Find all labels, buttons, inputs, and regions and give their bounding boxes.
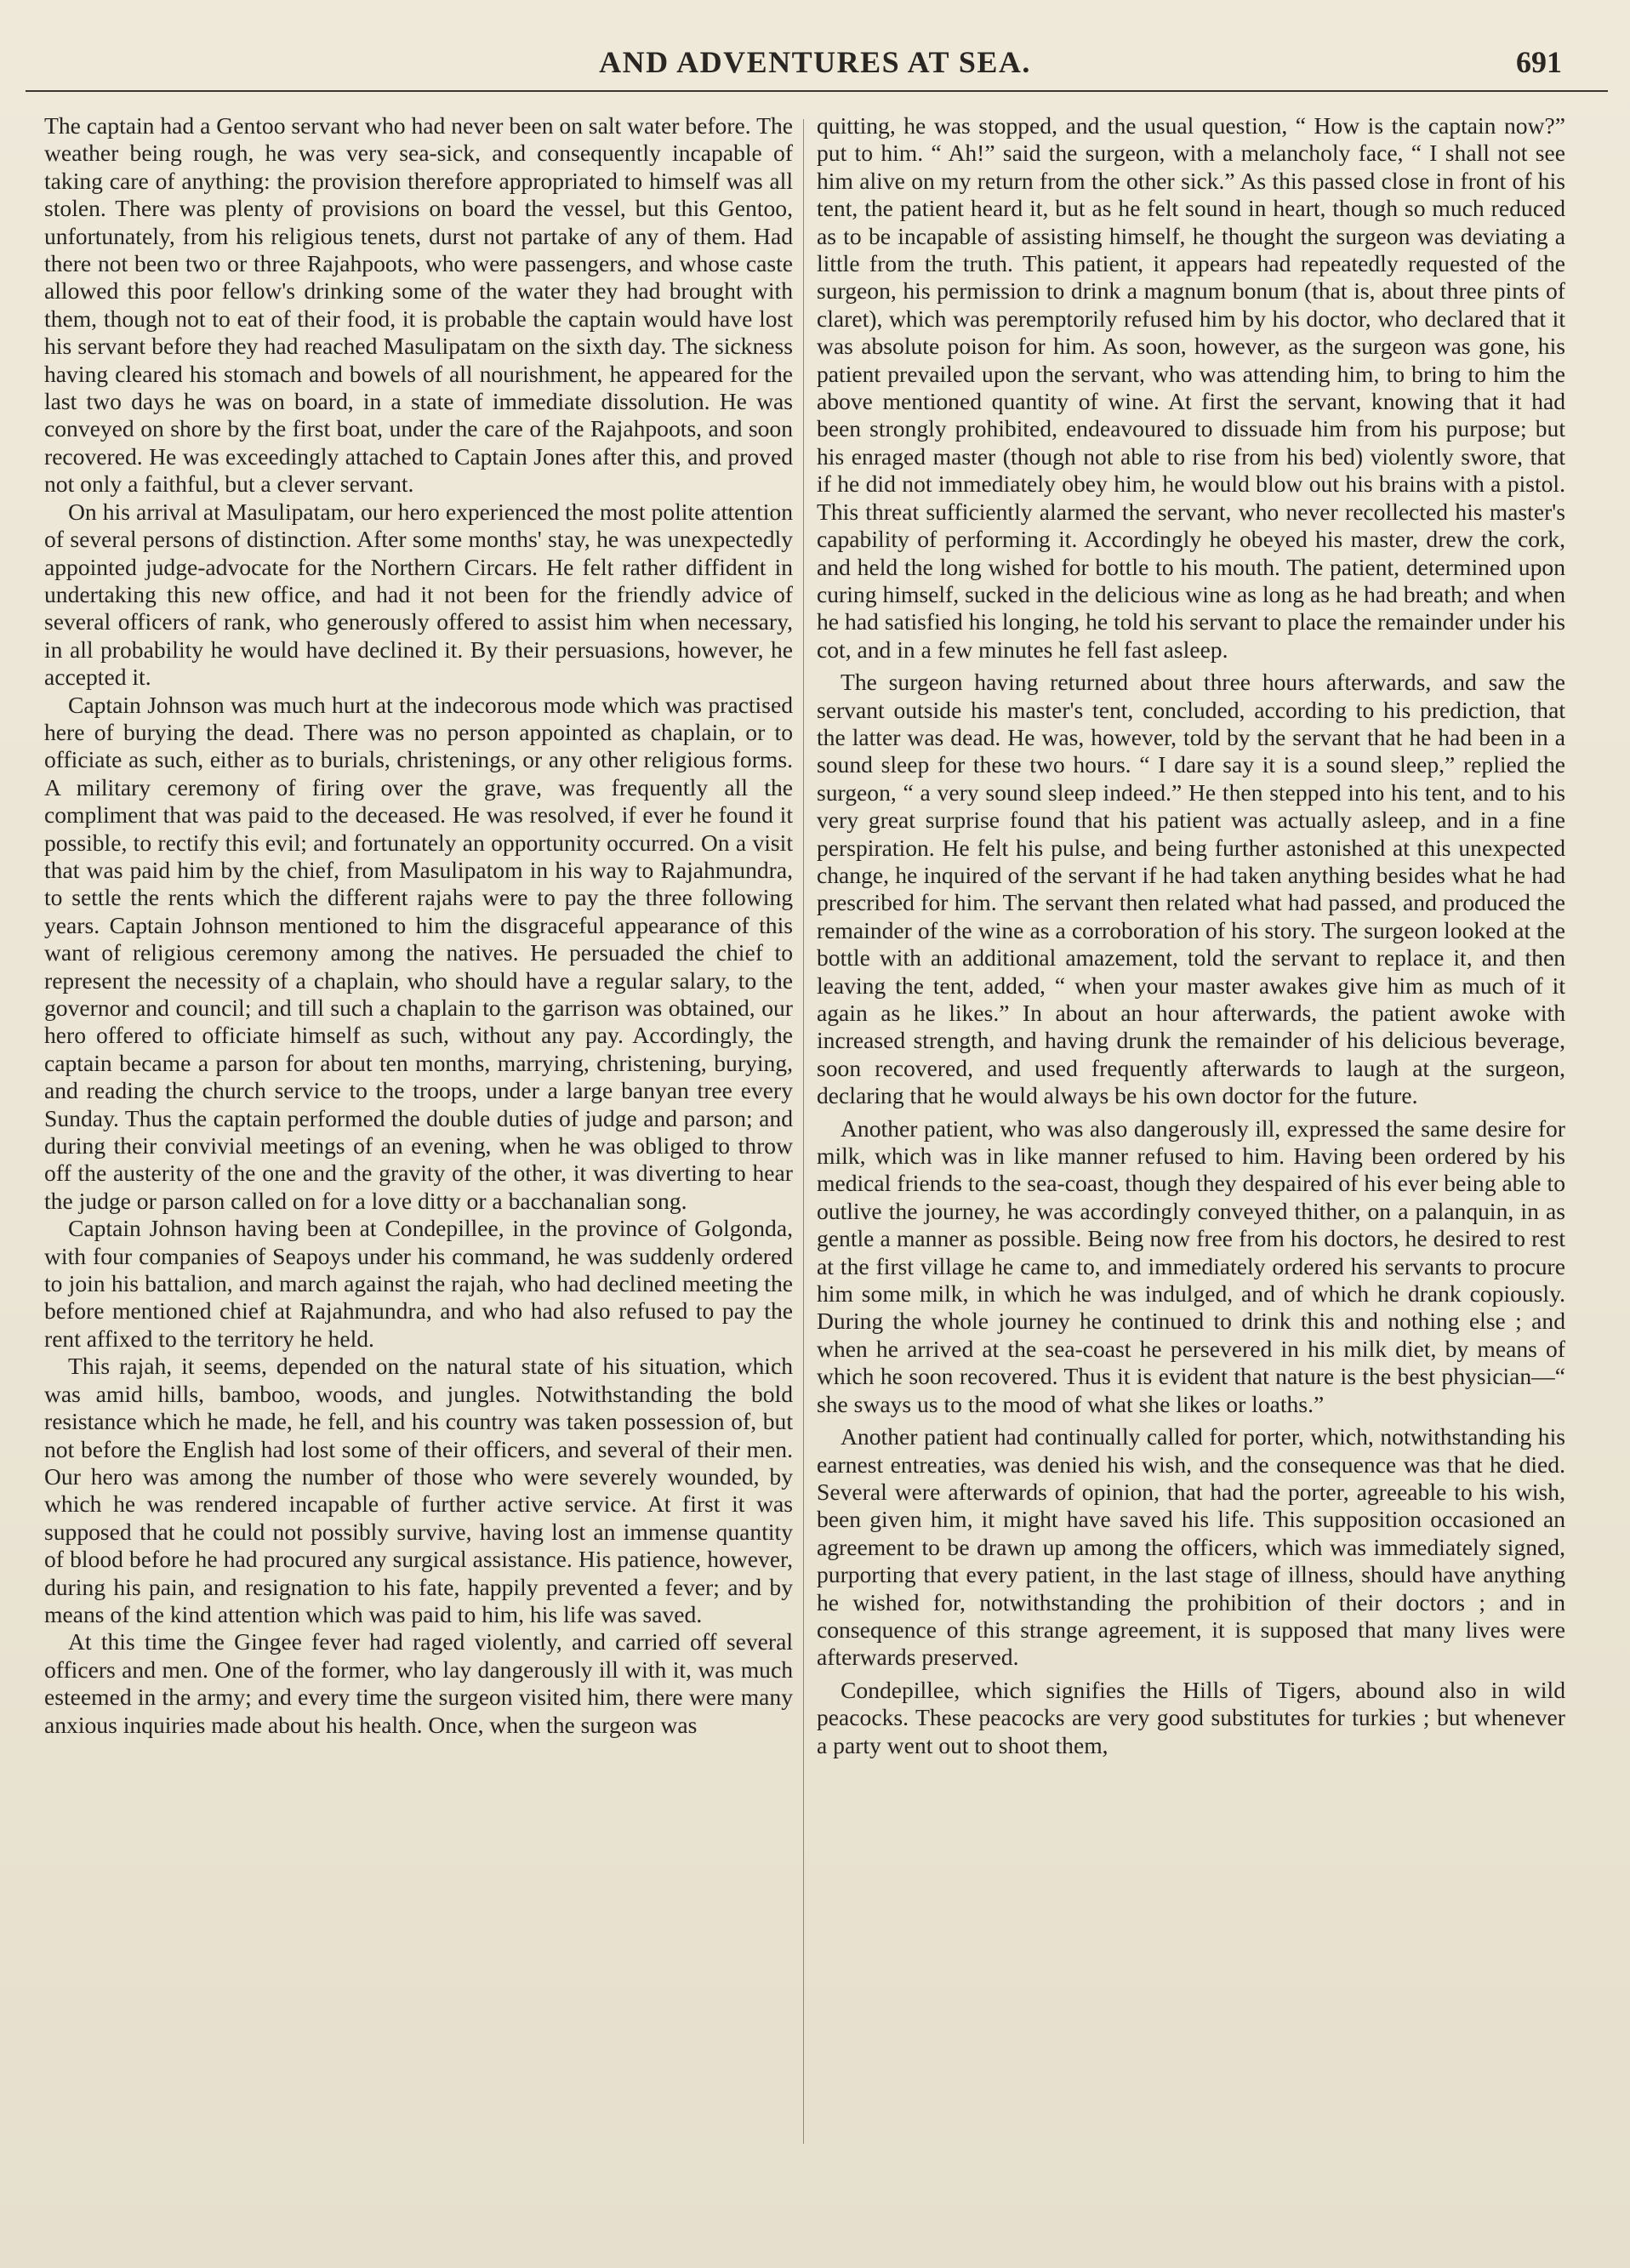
paragraph: Captain Johnson was much hurt at the indecorous mode which was practised here of burying the dead. There was no person appointed as chaplain, or to officiate as such, either as to burials, christenings, or any other religious forms. A military ceremony of firing over the grave, was frequently all the compliment that was paid to the deceased. He was resolved, if ever he found it possible, to rectify this evil; and fortunately an opportunity occurred. On a visit that was paid him by the chief, from Masulipatom in his way to Rajahmundra, to settle the rents which the different rajahs were to pay the three following years. Captain Johnson mentioned to him the disgraceful appearance of this want of religious ceremony among the natives. He persuaded the chief to represent the necessity of a chaplain, who should have a regular salary, to the governor and council; and till such a chaplain to the garrison was obtained, our hero offered to officiate himself as such, without any pay. Accordingly, the captain became a parson for about ten months, marrying, christening, burying, and reading the church service to the troops, under a large banyan tree every Sunday. Thus the captain performed the double duties of judge and parson; and during their convivial meetings of an evening, when he was obliged to throw off the austerity of the one and the gravity of the other, it was diverting to hear the judge or parson called on for a love ditty or a bacchanalian song. [44,691,793,1214]
paragraph: quitting, he was stopped, and the usual question, “ How is the captain now?” put to him. “ Ah!” said the surgeon, with a melancholy face, “ I shall not see him alive on my return from the other sick.” As this passed close in front of his tent, the patient heard it, but as he felt sound in heart, though so much reduced as to be incapable of assisting himself, he thought the surgeon was deviating a little from the truth. This patient, it appears had repeatedly requested of the surgeon, his permission to drink a magnum bonum (that is, about three pints of claret), which was peremptorily refused him by his doctor, who declared that it was absolute poison for him. As soon, however, as the surgeon was gone, his patient prevailed upon the servant, who was attending him, to bring to him the above mentioned quantity of wine. At first the servant, knowing that it had been strongly prohibited, endeavoured to dissuade him from his purpose; but his enraged master (though not able to rise from his bed) violently swore, that if he did not immediately obey him, he would blow out his brains with a pistol. This threat sufficiently alarmed the servant, who never recollected his master's capability of performing it. Accordingly he obeyed his master, drew the cork, and held the long wished for bottle to his mouth. The patient, determined upon curing himself, sucked in the delicious wine as long as he had breath; and when he had satisfied his longing, he told his servant to place the remainder under his cot, and in a few minutes he fell fast asleep. [817,112,1565,663]
paragraph: Another patient had continually called for porter, which, notwithstanding his earnest entreaties, was denied his wish, and the consequence was that he died. Several were afterwards of opinion, that had the porter, agreeable to his wish, been given him, it might have saved his life. This supposition occasioned an agreement to be drawn up among the officers, which was immediately signed, purporting that every patient, in the last stage of illness, should have anything he wished for, notwithstanding the prohibition of their doctors ; and in consequence of this strange agreement, it is supposed that many lives were afterwards preserved. [817,1423,1565,1671]
left-column [44,112,793,2239]
paragraph: At this time the Gingee fever had raged violently, and carried off several officers and men. One of the former, who lay dangerously ill with it, was much esteemed in the army; and every time the surgeon visited him, there were many anxious inquiries made about his health. Once, when the surgeon was [44,1628,793,1738]
right-column [817,112,1565,2239]
paragraph: On his arrival at Masulipatam, our hero experienced the most polite attention of several persons of distinction. After some months' stay, he was unexpectedly appointed judge-advocate for the Northern Circars. He felt rather diffident in undertaking this new office, and had it not been for the friendly advice of several officers of rank, who generously offered to assist him when necessary, in all probability he would have declined it. By their persuasions, however, he accepted it. [44,498,793,691]
paragraph: The captain had a Gentoo servant who had never been on salt water before. The weather being rough, he was very sea-sick, and consequently incapable of taking care of anything: the provision therefore appropriated to himself was all stolen. There was plenty of provisions on board the vessel, but this Gentoo, unfortunately, from his religious tenets, durst not partake of any of them. Had there not been two or three Rajahpoots, who were passengers, and whose caste allowed this poor fellow's drinking some of the water they had brought with them, though not to eat of their food, it is probable the captain would have lost his servant before they had reached Masulipatam on the sixth day. The sickness having cleared his stomach and bowels of all nourishment, he appeared for the last two days he was on board, in a state of immediate dissolution. He was conveyed on shore by the first boat, under the care of the Rajahpoots, and soon recovered. He was exceedingly attached to Captain Jones after this, and proved not only a faithful, but a clever servant. [44,112,793,498]
page-number: 691 [1516,45,1562,79]
column-divider [803,119,804,2144]
header-rule [26,90,1608,92]
paragraph: This rajah, it seems, depended on the natural state of his situation, which was amid hills, bamboo, woods, and jungles. Notwithstanding the bold resistance which he made, he fell, and his country was taken possession of, but not before the English had lost some of their officers, and several of their men. Our hero was among the number of those who were severely wounded, by which he was rendered incapable of further active service. At first it was supposed that he could not possibly survive, having lost an immense quantity of blood before he had procured any surgical assistance. His patience, however, during his pain, and resignation to his fate, happily prevented a fever; and by means of the kind attention which was paid to him, his life was saved. [44,1353,793,1627]
paragraph: Condepillee, which signifies the Hills of Tigers, abound also in wild peacocks. These peacocks are very good substitutes for turkies ; but whenever a party went out to shoot them, [817,1676,1565,1758]
running-title: AND ADVENTURES AT SEA. [599,45,1031,79]
paragraph: Captain Johnson having been at Condepillee, in the province of Golgonda, with four companies of Seapoys under his command, he was suddenly ordered to join his battalion, and march against the rajah, who had declined meeting the before mentioned chief at Rajahmundra, and who had also refused to pay the rent affixed to the territory he held. [44,1215,793,1352]
paragraph: The surgeon having returned about three hours afterwards, and saw the servant outside his master's tent, concluded, according to his prediction, that the latter was dead. He was, however, told by the servant that he had been in a sound sleep for these two hours. “ I dare say it is a sound sleep,” replied the surgeon, “ a very sound sleep indeed.” He then stepped into his tent, and to his very great surprise found that his patient was actually asleep, and in a fine perspiration. He felt his pulse, and being further astonished at this unexpected change, he inquired of the servant if he had taken anything besides what he had prescribed for him. The servant then related what had passed, and produced the remainder of the wine as a corroboration of his story. The surgeon looked at the bottle with an additional amazement, told the servant to replace it, and then leaving the tent, added, “ when your master awakes give him as much of it again as he likes.” In about an hour afterwards, the patient awoke with increased strength, and having drunk the remainder of his delicious beverage, soon recovered, and used frequently afterwards to laugh at the surgeon, declaring that he would always be his own doctor for the future. [817,669,1565,1109]
paragraph: Another patient, who was also dangerously ill, expressed the same desire for milk, which was in like manner refused to him. Having been ordered by his medical friends to the sea-coast, though they despaired of his ever being able to outlive the journey, he was accordingly conveyed thither, on a palanquin, in as gentle a manner as possible. Being now free from his doctors, he desired to rest at the first village he came to, and immediately ordered his servants to procure him some milk, in which he was indulged, and of which he drank copiously. During the whole journey he continued to drink this and nothing else ; and when he arrived at the sea-coast he persevered in his milk diet, by means of which he soon recovered. Thus it is evident that nature is the best physician—“ she sways us to the mood of what she likes or loaths.” [817,1114,1565,1417]
